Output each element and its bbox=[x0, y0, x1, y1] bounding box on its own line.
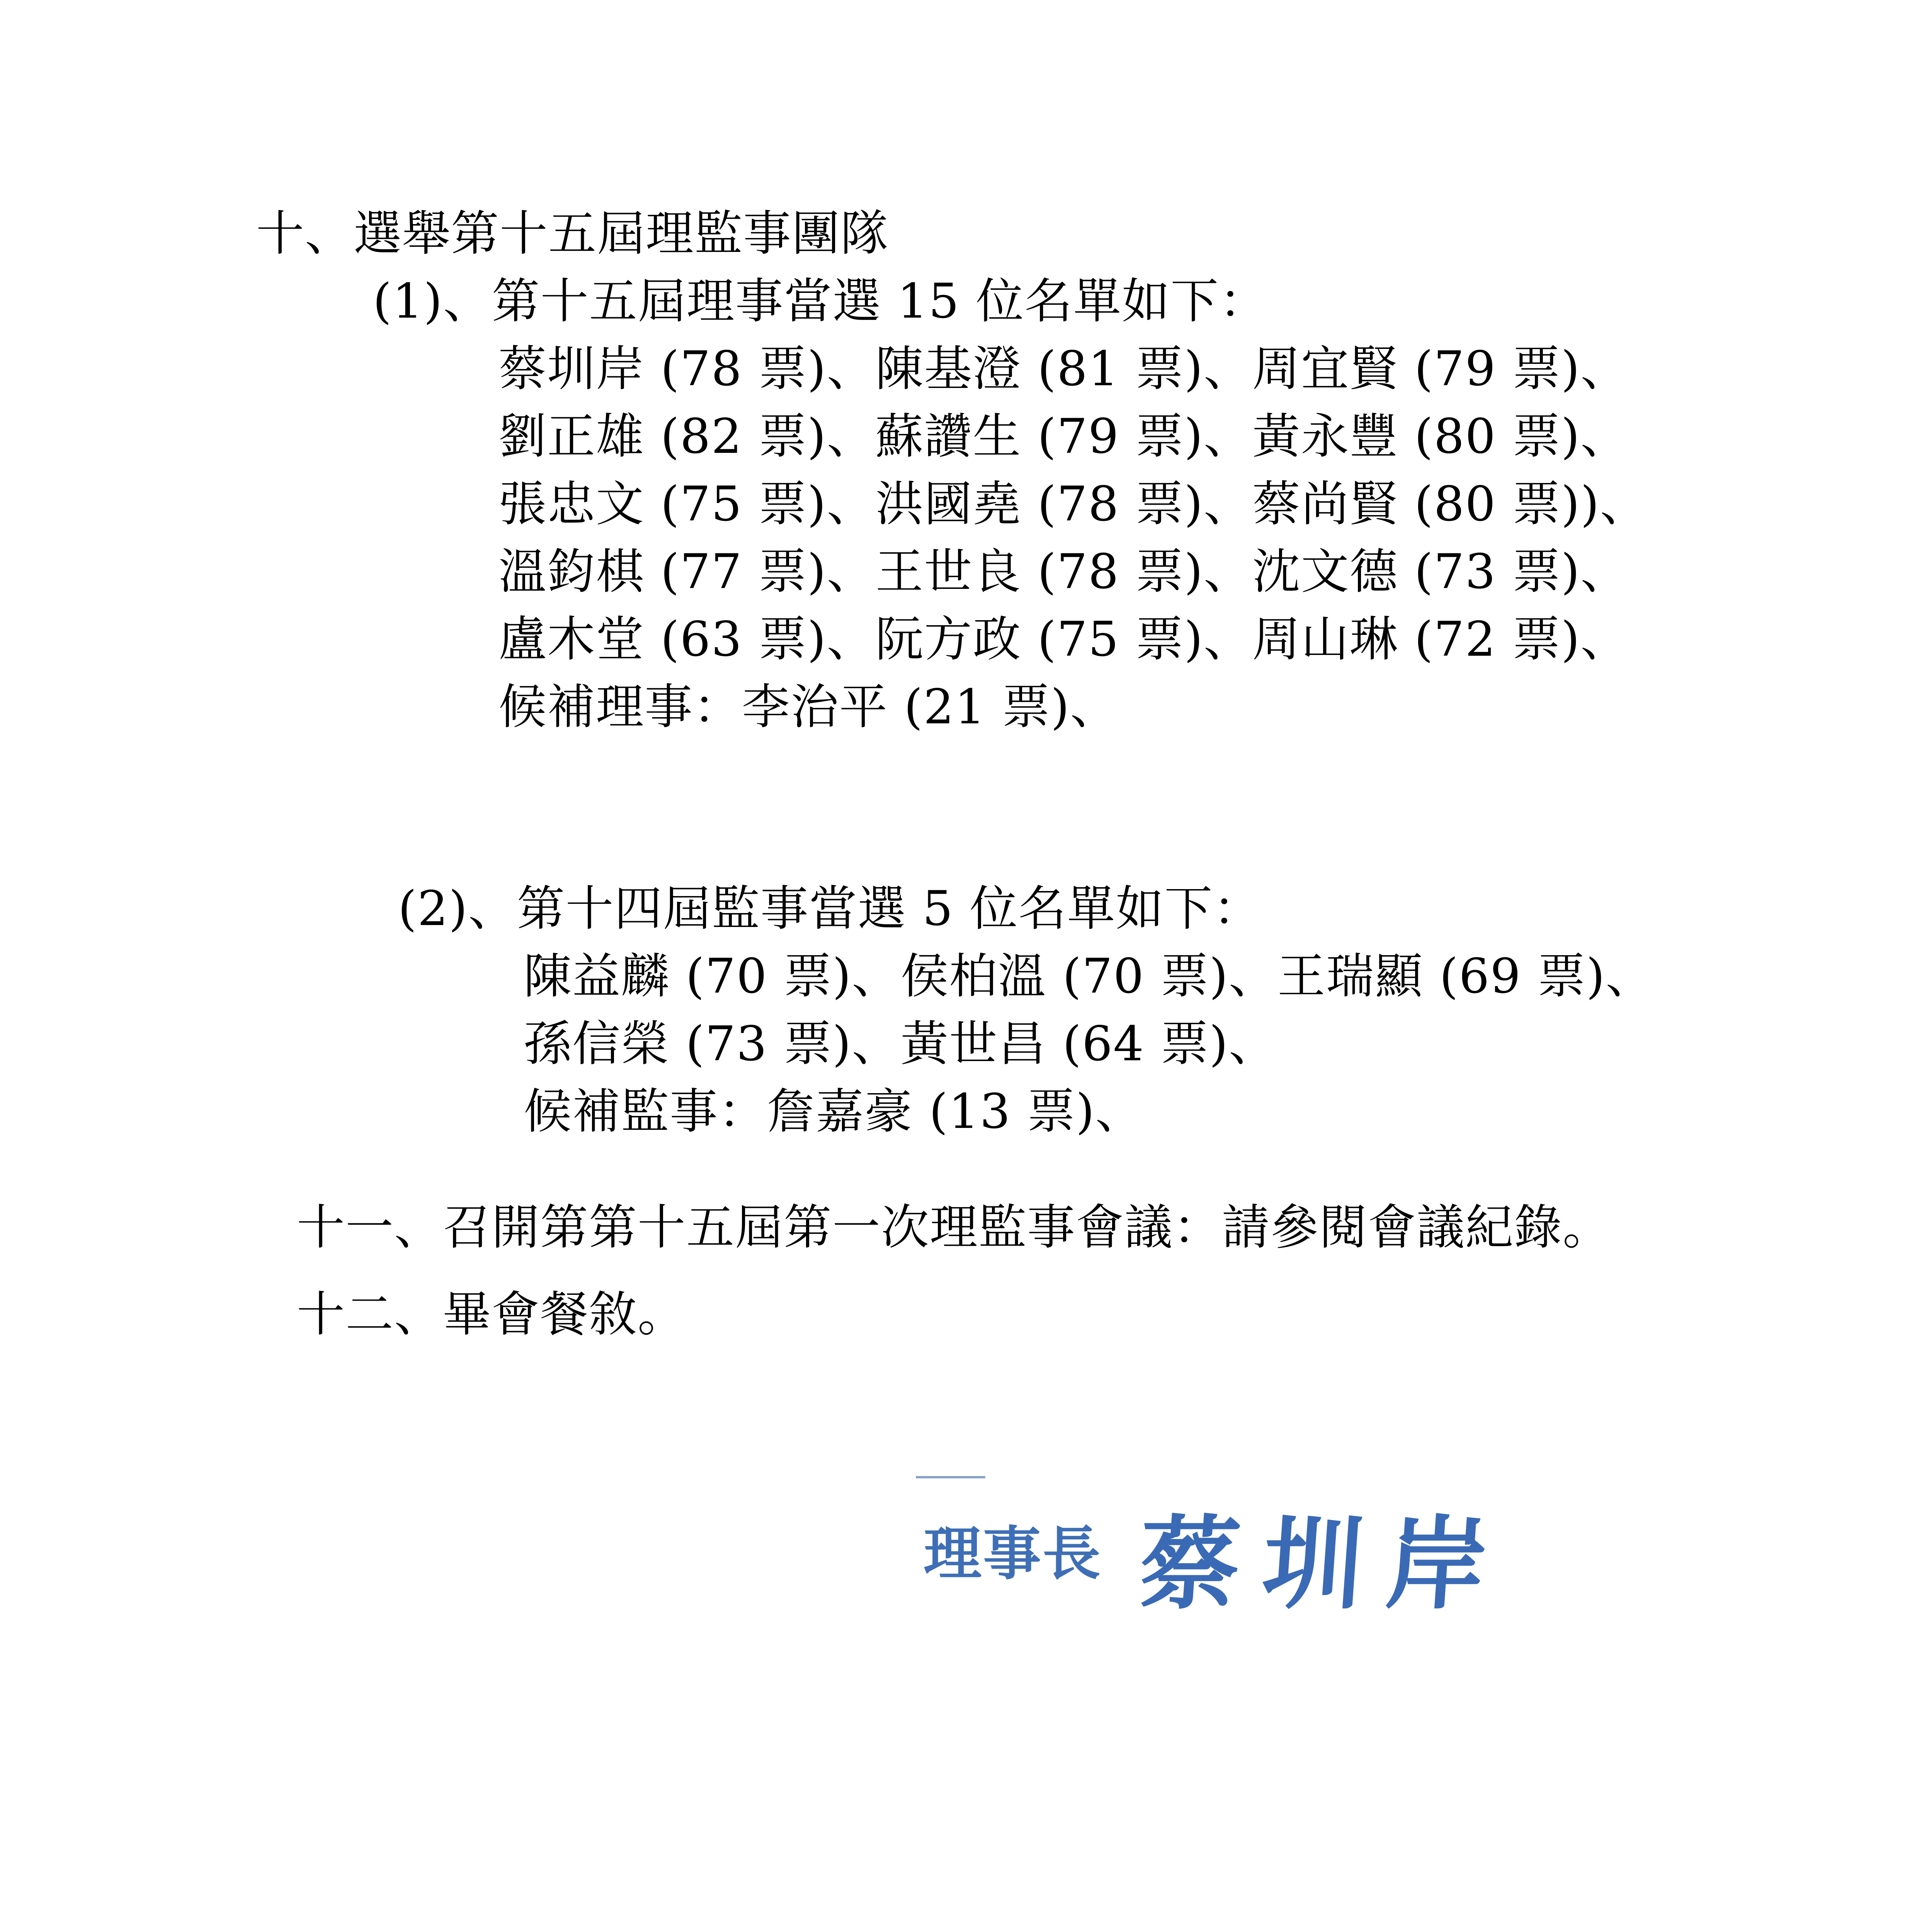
directors-line-2: 劉正雄 (82 票)、蘇讚生 (79 票)、黃永豐 (80 票)、 bbox=[498, 409, 1630, 464]
signature-rule bbox=[916, 1476, 985, 1478]
section-12: 十二、畢會餐敘。 bbox=[297, 1287, 687, 1342]
directors-line-1: 蔡圳岸 (78 票)、陳基澄 (81 票)、周宜賢 (79 票)、 bbox=[498, 341, 1630, 397]
directors-alternate: 候補理事：李治平 (21 票)、 bbox=[498, 679, 1119, 735]
directors-line-4: 溫鈞棋 (77 票)、王世良 (78 票)、沈文德 (73 票)、 bbox=[498, 544, 1630, 600]
supervisors-heading: (2)、第十四屆監事當選 5 位名單如下： bbox=[398, 881, 1262, 937]
supervisors-line-2: 孫信榮 (73 票)、黃世昌 (64 票)、 bbox=[524, 1016, 1277, 1072]
directors-heading: (1)、第十五屆理事當選 15 位名單如下： bbox=[373, 274, 1268, 329]
signature-stamp bbox=[916, 1476, 1515, 1623]
supervisors-line-1: 陳益麟 (70 票)、侯柏溫 (70 票)、王瑞顯 (69 票)、 bbox=[524, 949, 1655, 1004]
directors-line-3: 張忠文 (75 票)、洪國堯 (78 票)、蔡尚賢 (80 票))、 bbox=[498, 476, 1649, 532]
directors-line-5: 盧木堂 (63 票)、阮方政 (75 票)、周山琳 (72 票)、 bbox=[498, 612, 1630, 667]
section-11: 十一、召開第第十五屆第一次理監事會議：請參閱會議紀錄。 bbox=[297, 1200, 1612, 1255]
supervisors-alternate: 候補監事：詹嘉豪 (13 票)、 bbox=[524, 1084, 1144, 1139]
signature-title: 理事長 bbox=[924, 1520, 1102, 1588]
signature-name: 蔡圳岸 bbox=[1135, 1505, 1515, 1623]
section-10-heading: 十、選舉第十五屆理監事團隊 bbox=[256, 206, 890, 262]
